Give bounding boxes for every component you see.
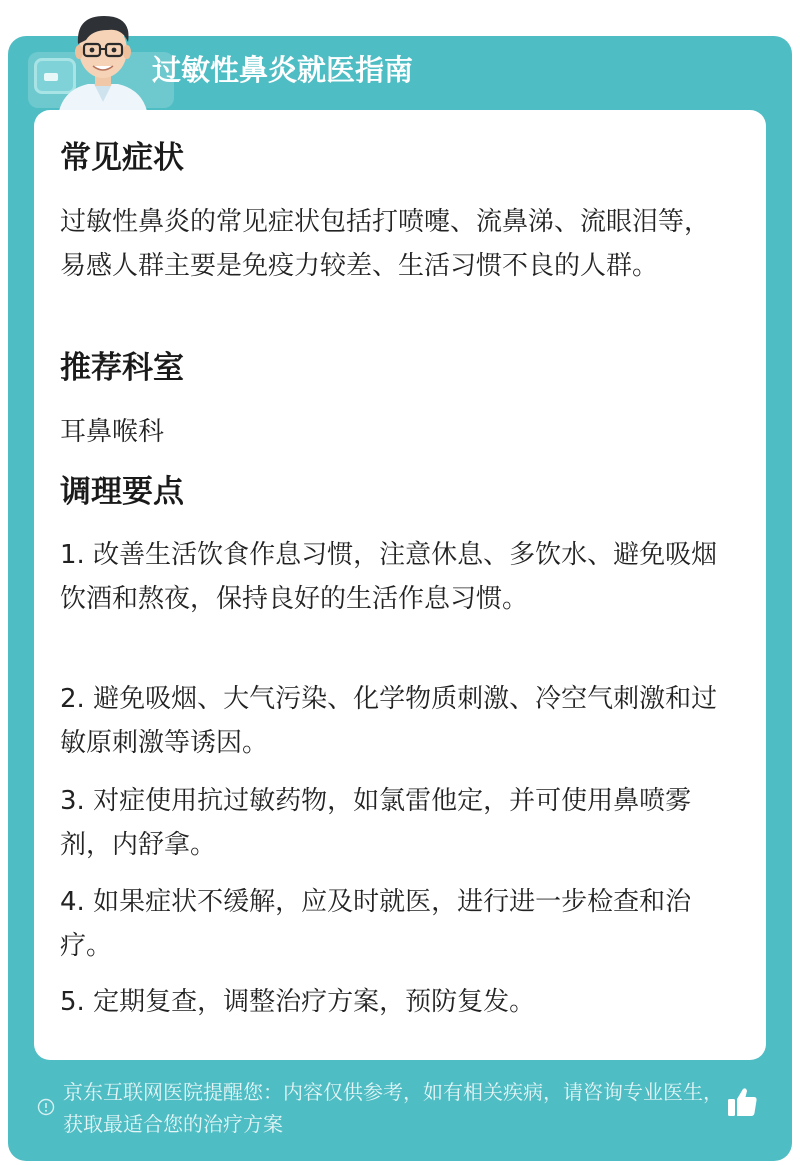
symptoms-text: 过敏性鼻炎的常见症状包括打喷嚏、流鼻涕、流眼泪等，易感人群主要是免疫力较差、生活习惯不良的人群。 [60,207,711,281]
doctor-avatar [48,6,158,116]
disclaimer-text: 京东互联网医院提醒您：内容仅供参考，如有相关疾病，请咨询专业医生，获取最适合您的治疗方案 [63,1080,723,1136]
department-text: 耳鼻喉科 [60,417,165,447]
care-item-2: 2. 避免吸烟、大气污染、化学物质刺激、冷空气刺激和过敏原刺激等诱因。 [60,684,718,758]
care-item-5: 5. 定期复查，调整治疗方案，预防复发。 [60,987,536,1017]
section-heading-care: 调理要点 [60,474,184,510]
care-item-1: 1. 改善生活饮食作息习惯，注意休息、多饮水、避免吸烟饮酒和熬夜，保持良好的生活作息习惯。 [60,540,718,614]
care-item-4: 4. 如果症状不缓解，应及时就医，进行进一步检查和治疗。 [60,887,692,961]
care-item-3: 3. 对症使用抗过敏药物，如氯雷他定，并可使用鼻喷雾剂，内舒拿。 [60,786,692,860]
thumbs-up-icon[interactable] [724,1084,760,1120]
page-title: 过敏性鼻炎就医指南 [152,53,414,87]
section-heading-symptoms: 常见症状 [60,140,184,176]
section-heading-department: 推荐科室 [60,350,184,386]
info-icon [37,1098,55,1116]
